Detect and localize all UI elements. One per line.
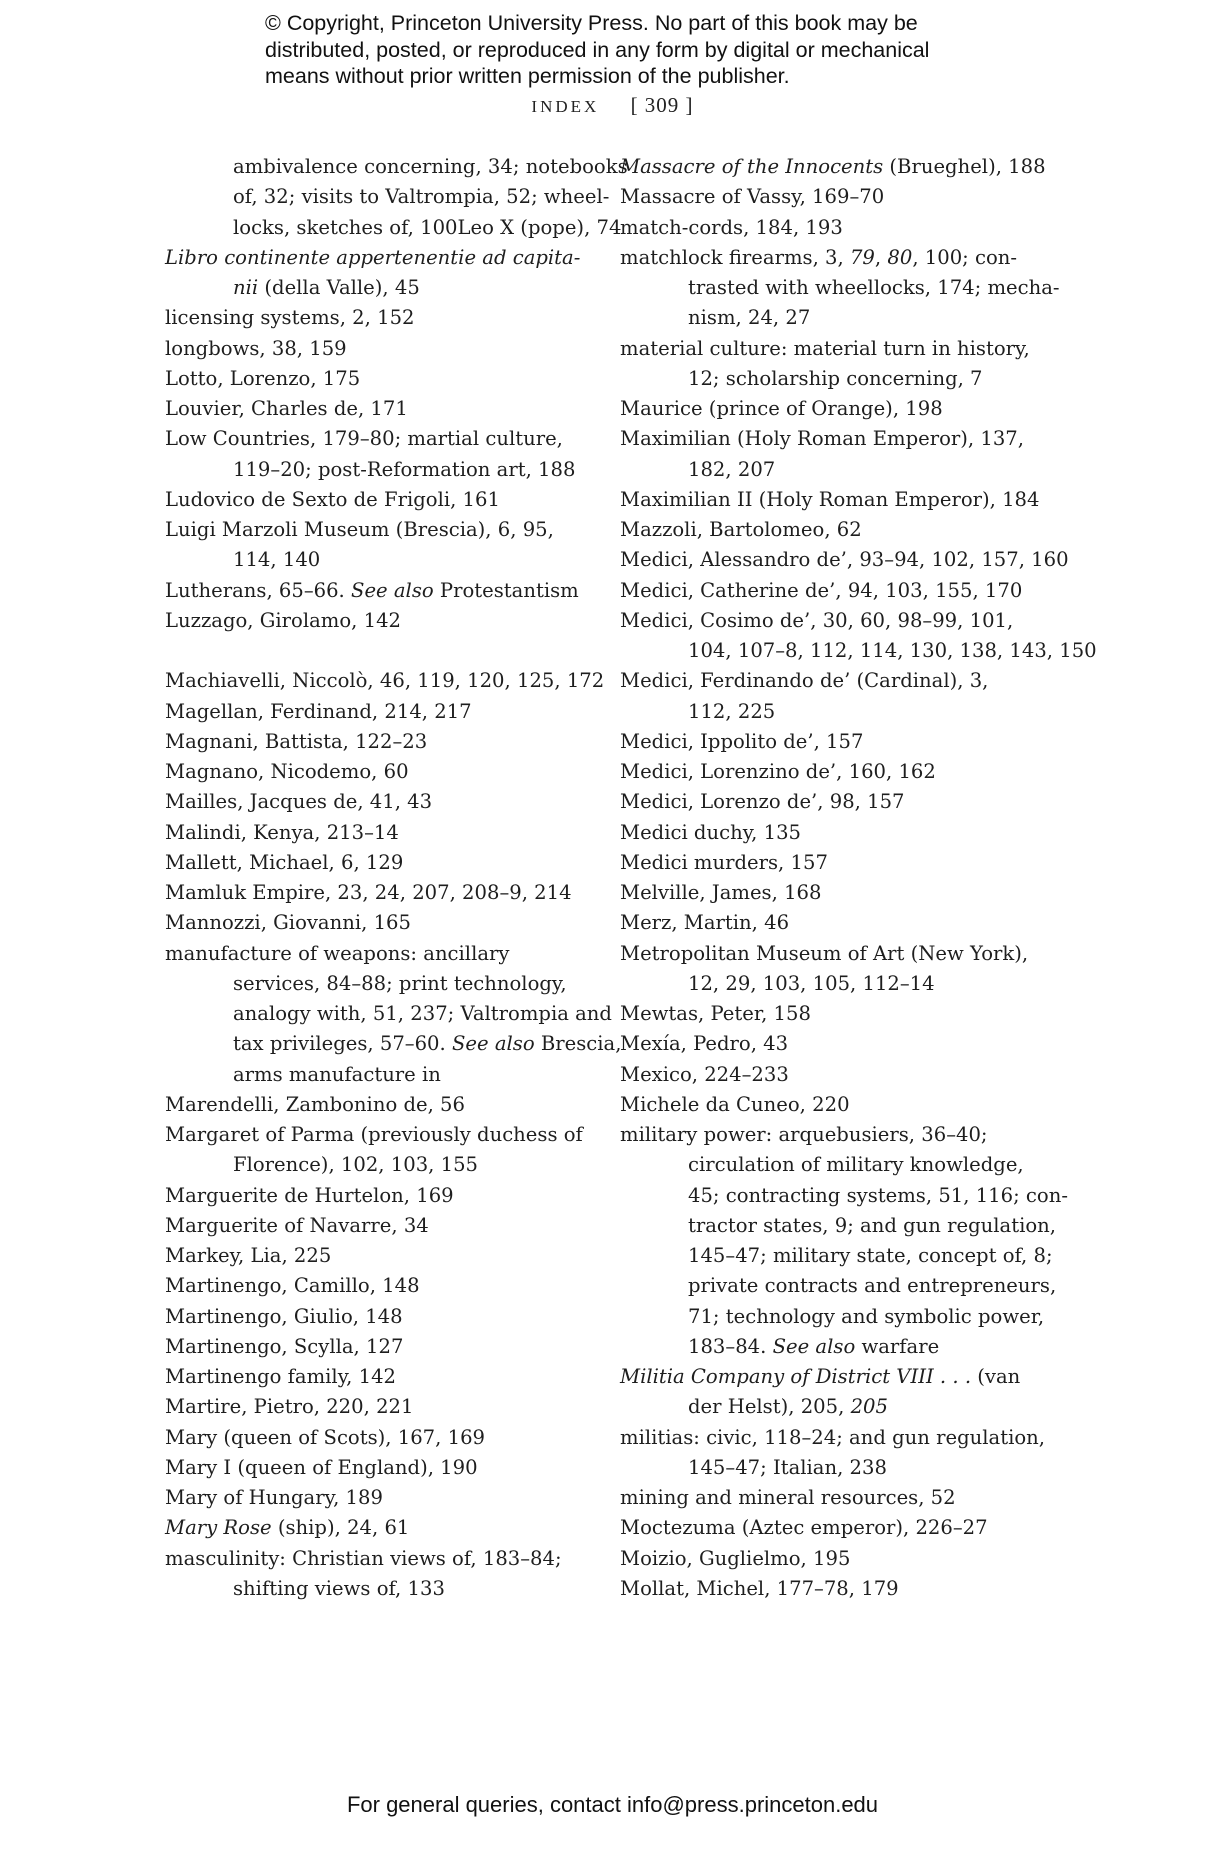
index-entry-line: Low Countries, 179–80; martial culture, xyxy=(165,427,563,451)
index-entry xyxy=(620,1574,1060,1604)
index-entry xyxy=(165,697,595,727)
index-entry-line: 45; contracting systems, 51, 116; con- xyxy=(688,1183,1068,1207)
copyright-line: means without prior written permission of the publisher. xyxy=(265,64,790,88)
index-entry xyxy=(620,243,1060,334)
index-entry-line: Libro continente appertenentie ad capita- xyxy=(165,245,581,269)
index-entry xyxy=(165,1302,595,1332)
index-entry xyxy=(165,1362,595,1392)
index-entry xyxy=(620,878,1060,908)
index-entry-line: Maurice (prince of Orange), 198 xyxy=(620,397,943,420)
index-entry-line: private contracts and entrepreneurs, xyxy=(688,1274,1057,1298)
index-entry-line: tax privileges, 57–60. See also Brescia, xyxy=(233,1032,622,1056)
index-entry xyxy=(165,364,595,394)
index-entry-line: mining and mineral resources, 52 xyxy=(620,1486,956,1509)
index-entry-line: 12, 29, 103, 105, 112–14 xyxy=(688,971,935,995)
index-entry-line: arms manufacture in xyxy=(233,1062,441,1086)
index-entry xyxy=(620,666,1060,727)
index-entry-line: tractor states, 9; and gun regulation, xyxy=(688,1213,1056,1237)
index-column-right xyxy=(620,152,1097,1604)
index-entry-line: 114, 140 xyxy=(233,548,321,572)
index-entry-line: Mexía, Pedro, 43 xyxy=(620,1032,789,1056)
index-entry-line: militias: civic, 118–24; and gun regulation, xyxy=(620,1425,1045,1449)
index-entry xyxy=(165,1181,595,1211)
index-entry xyxy=(620,515,1060,545)
index-entry xyxy=(620,606,1097,667)
index-entry-line: Metropolitan Museum of Art (New York), xyxy=(620,941,1029,965)
copyright-notice xyxy=(265,10,1025,90)
index-entry xyxy=(165,334,595,364)
index-entry xyxy=(620,1423,1060,1484)
index-entry-line: Martire, Pietro, 220, 221 xyxy=(165,1395,414,1419)
index-entry-line: military power: arquebusiers, 36–40; xyxy=(620,1123,988,1146)
index-entry-line: 119–20; post-Reformation art, 188 xyxy=(233,457,576,481)
index-entry xyxy=(165,848,595,878)
index-entry xyxy=(620,727,1060,757)
index-entry-line: Medici, Alessandro de’, 93–94, 102, 157, 160 xyxy=(620,548,1069,572)
index-entry-line: 112, 225 xyxy=(688,699,776,723)
index-entry xyxy=(620,939,1060,1000)
index-entry-line: Lotto, Lorenzo, 175 xyxy=(165,366,361,390)
index-entry xyxy=(165,757,595,787)
index-entry xyxy=(620,1362,1060,1423)
index-entry-line: Mexico, 224–233 xyxy=(620,1062,789,1086)
index-entry-line: Mary of Hungary, 189 xyxy=(165,1486,383,1509)
index-entry xyxy=(620,576,1060,606)
index-entry-line: Malindi, Kenya, 213–14 xyxy=(165,820,399,844)
index-entry xyxy=(620,334,1060,395)
index-entry xyxy=(165,878,595,908)
index-entry-line: 145–47; Italian, 238 xyxy=(688,1455,887,1479)
index-entry xyxy=(165,303,595,333)
index-entry-line: Medici, Lorenzo de’, 98, 157 xyxy=(620,790,905,814)
index-entry-line: Martinengo, Camillo, 148 xyxy=(165,1274,420,1298)
index-entry-line: Mewtas, Peter, 158 xyxy=(620,1002,811,1025)
index-entry-line: 71; technology and symbolic power, xyxy=(688,1304,1045,1328)
index-entry xyxy=(165,1241,595,1271)
index-entry xyxy=(165,1211,595,1241)
index-entry xyxy=(165,939,622,1090)
index-entry-line: Medici, Cosimo de’, 30, 60, 98–99, 101, xyxy=(620,608,1014,632)
index-entry-line: Markey, Lia, 225 xyxy=(165,1244,332,1267)
index-entry-line: 183–84. See also warfare xyxy=(688,1334,940,1358)
index-entry xyxy=(165,606,595,636)
index-entry-line: Mallett, Michael, 6, 129 xyxy=(165,850,404,874)
running-head xyxy=(0,93,1225,118)
index-entry xyxy=(165,1090,595,1120)
index-entry-line: masculinity: Christian views of, 183–84; xyxy=(165,1546,562,1570)
index-entry-line: Mary (queen of Scots), 167, 169 xyxy=(165,1425,486,1449)
index-entry-line: ambivalence concerning, 34; notebooks xyxy=(233,155,628,178)
index-entry xyxy=(165,1423,595,1453)
index-entry-line: longbows, 38, 159 xyxy=(165,336,347,360)
index-entry xyxy=(620,1090,1060,1120)
index-entry xyxy=(620,908,1060,938)
index-entry-line: Mamluk Empire, 23, 24, 207, 208–9, 214 xyxy=(165,881,572,904)
index-entry-line: licensing systems, 2, 152 xyxy=(165,306,415,330)
index-entry-line: Medici, Ferdinando de’ (Cardinal), 3, xyxy=(620,669,989,693)
index-entry-line: Moctezuma (Aztec emperor), 226–27 xyxy=(620,1516,988,1540)
index-entry-line: Marguerite de Hurtelon, 169 xyxy=(165,1183,454,1207)
index-entry-continued xyxy=(165,152,628,243)
index-entry-line: Moizio, Guglielmo, 195 xyxy=(620,1546,851,1570)
index-entry xyxy=(620,848,1060,878)
index-entry xyxy=(620,424,1060,485)
index-entry xyxy=(620,1029,1060,1059)
index-entry-line: Mazzoli, Bartolomeo, 62 xyxy=(620,518,862,541)
index-entry-line: Massacre of Vassy, 169–70 xyxy=(620,185,885,209)
index-entry-line: Maximilian II (Holy Roman Emperor), 184 xyxy=(620,487,1040,511)
index-entry-line: der Helst), 205, 205 xyxy=(688,1395,888,1419)
index-entry-line: Luzzago, Girolamo, 142 xyxy=(165,608,402,632)
index-entry xyxy=(620,485,1060,515)
index-entry-line: Martinengo, Scylla, 127 xyxy=(165,1334,404,1358)
index-entry-line: Medici, Catherine de’, 94, 103, 155, 170 xyxy=(620,578,1023,602)
index-entry-line: Florence), 102, 103, 155 xyxy=(233,1153,479,1177)
index-entry xyxy=(165,394,595,424)
contact-footer: For general queries, contact info@press.princeton.edu xyxy=(346,1792,879,1817)
index-entry-line: Machiavelli, Niccolò, 46, 119, 120, 125, 172 xyxy=(165,669,605,693)
index-entry xyxy=(620,182,1060,212)
copyright-line: distributed, posted, or reproduced in any form by digital or mechanical xyxy=(265,37,930,62)
index-entry-line: 104, 107–8, 112, 114, 130, 138, 143, 150 xyxy=(688,639,1097,662)
index-entry-line: Mannozzi, Giovanni, 165 xyxy=(165,911,411,935)
index-entry-line: Martinengo family, 142 xyxy=(165,1365,397,1388)
running-head-label: INDEX xyxy=(531,97,600,116)
index-entry xyxy=(165,1513,595,1543)
index-entry-line: Mary I (queen of England), 190 xyxy=(165,1455,478,1479)
index-entry xyxy=(620,757,1060,787)
index-entry-line: Martinengo, Giulio, 148 xyxy=(165,1304,403,1328)
index-entry-line: Melville, James, 168 xyxy=(620,881,822,904)
index-entry xyxy=(165,485,595,515)
index-entry xyxy=(620,1120,1068,1362)
index-entry xyxy=(620,394,1060,424)
index-entry-line: Medici, Ippolito de’, 157 xyxy=(620,729,864,753)
index-column-left xyxy=(165,152,628,1604)
index-entry-line: Lutherans, 65–66. See also Protestantism xyxy=(165,578,579,602)
index-entry-line: Margaret of Parma (previously duchess of xyxy=(165,1123,583,1146)
index-entry-line: Marguerite of Navarre, 34 xyxy=(165,1213,429,1237)
index-entry xyxy=(165,1120,595,1181)
index-entry-line: Mary Rose (ship), 24, 61 xyxy=(165,1516,410,1540)
index-entry xyxy=(165,1544,595,1605)
index-entry-line: shifting views of, 133 xyxy=(233,1576,445,1600)
index-entry-line: Magnano, Nicodemo, 60 xyxy=(165,760,409,783)
index-entry-line: Medici murders, 157 xyxy=(620,850,828,874)
index-entry-line: Ludovico de Sexto de Frigoli, 161 xyxy=(165,487,500,511)
index-entry xyxy=(620,1060,1060,1090)
index-entry xyxy=(165,1483,595,1513)
letter-section-gap xyxy=(165,636,595,666)
index-entry xyxy=(620,545,1069,575)
index-entry-line: Louvier, Charles de, 171 xyxy=(165,397,408,420)
index-entry-line: 12; scholarship concerning, 7 xyxy=(688,366,983,390)
copyright-line: © Copyright, Princeton University Press. No part of this book may be xyxy=(265,11,918,35)
index-entry xyxy=(165,1392,595,1422)
index-entry xyxy=(165,576,595,606)
index-entry xyxy=(165,787,595,817)
index-entry xyxy=(165,818,595,848)
index-entry xyxy=(620,818,1060,848)
index-entry-line: Maximilian (Holy Roman Emperor), 137, xyxy=(620,427,1024,451)
index-entry-line: Mailles, Jacques de, 41, 43 xyxy=(165,790,433,814)
index-entry-line: material culture: material turn in history, xyxy=(620,336,1030,360)
index-entry xyxy=(165,908,595,938)
index-entry-line: Michele da Cuneo, 220 xyxy=(620,1092,850,1116)
index-entry-line: Medici, Lorenzino de’, 160, 162 xyxy=(620,760,936,783)
index-entry xyxy=(165,727,595,757)
page-number: [ 309 ] xyxy=(630,93,694,117)
index-entry xyxy=(165,1271,595,1301)
index-entry-line: 182, 207 xyxy=(688,457,776,481)
index-entry-line: Magellan, Ferdinand, 214, 217 xyxy=(165,699,472,723)
index-entry-line: nii (della Valle), 45 xyxy=(233,276,420,299)
index-entry-line: Magnani, Battista, 122–23 xyxy=(165,729,428,753)
index-entry-line: Mollat, Michel, 177–78, 179 xyxy=(620,1576,899,1600)
index-entry xyxy=(620,1483,1060,1513)
index-entry-line: match-cords, 184, 193 xyxy=(620,215,843,239)
index-entry-line: Massacre of the Innocents (Brueghel), 188 xyxy=(620,155,1046,178)
index-entry xyxy=(165,666,605,696)
index-entry-line: Marendelli, Zambonino de, 56 xyxy=(165,1092,465,1116)
index-entry-line: services, 84–88; print technology, xyxy=(233,971,567,995)
index-entry xyxy=(165,515,595,576)
index-entry xyxy=(620,1513,1060,1543)
index-entry xyxy=(165,424,595,485)
index-entry-line: Luigi Marzoli Museum (Brescia), 6, 95, xyxy=(165,518,554,541)
index-entry-line: manufacture of weapons: ancillary xyxy=(165,941,510,965)
index-entry-line: nism, 24, 27 xyxy=(688,306,811,330)
index-entry-line: of, 32; visits to Valtrompia, 52; wheel- xyxy=(233,185,610,209)
index-entry xyxy=(620,213,1060,243)
index-entry xyxy=(620,999,1060,1029)
index-entry xyxy=(620,152,1060,182)
index-entry-line: Merz, Martin, 46 xyxy=(620,911,790,935)
index-entry xyxy=(165,1453,595,1483)
index-entry-line: circulation of military knowledge, xyxy=(688,1153,1024,1177)
index-entry xyxy=(620,1544,1060,1574)
index-entry-line: matchlock firearms, 3, 79, 80, 100; con- xyxy=(620,245,1018,269)
index-entry-line: Militia Company of District VIII . . . (van xyxy=(620,1365,1021,1388)
index-entry xyxy=(165,243,595,304)
index-entry-line: locks, sketches of, 100Leo X (pope), 74 xyxy=(233,215,622,239)
index-entry-line: analogy with, 51, 237; Valtrompia and xyxy=(233,1002,612,1025)
index-entry xyxy=(620,787,1060,817)
index-entry-line: 145–47; military state, concept of, 8; xyxy=(688,1244,1053,1267)
index-entry xyxy=(165,1332,595,1362)
index-entry-line: Medici duchy, 135 xyxy=(620,820,802,844)
index-entry-line: trasted with wheellocks, 174; mecha- xyxy=(688,276,1060,299)
